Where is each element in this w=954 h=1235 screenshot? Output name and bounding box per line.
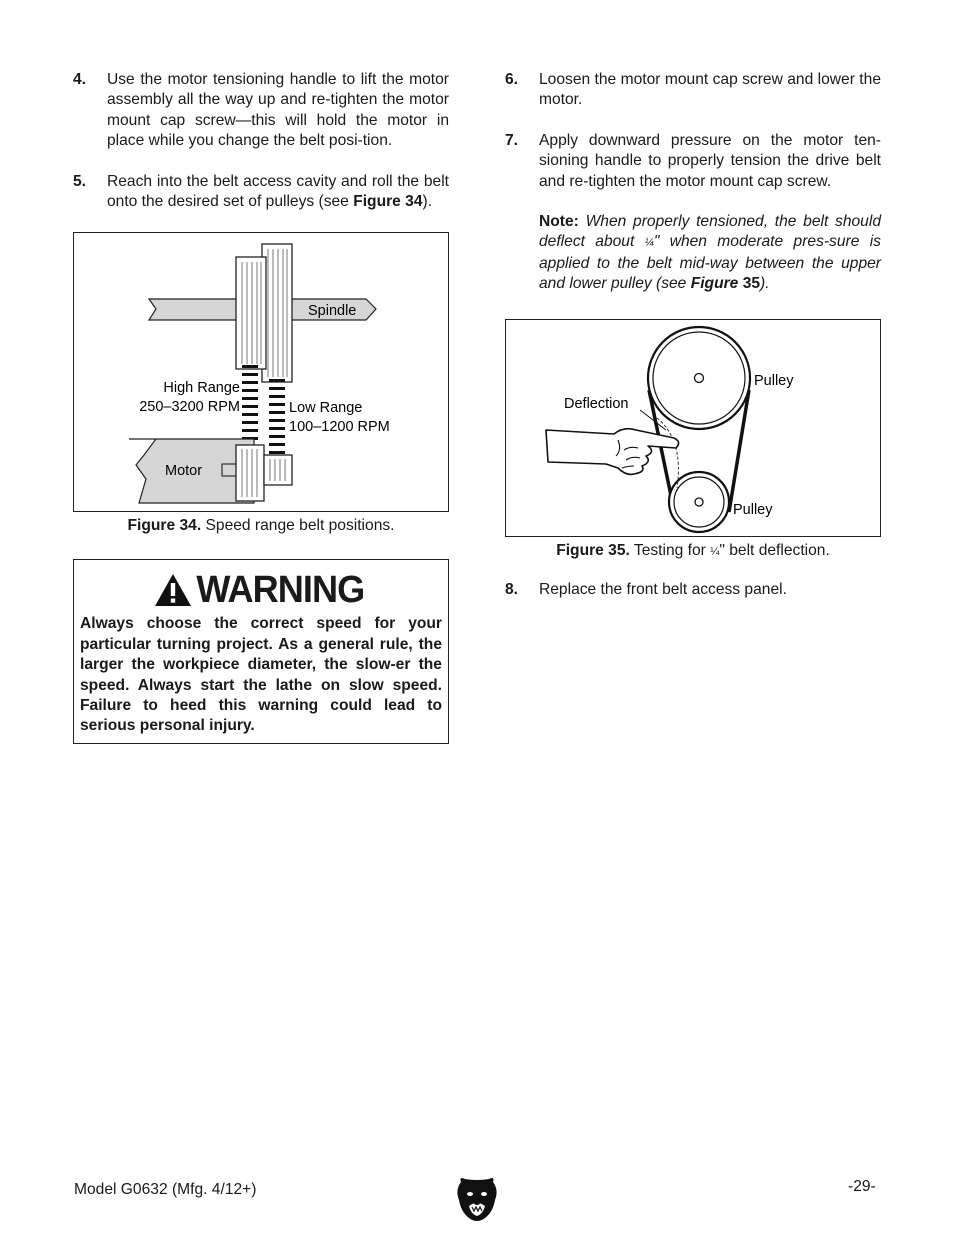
right-column [505, 70, 881, 620]
hand-pressing-belt [546, 428, 679, 474]
belt-deflection-diagram [506, 320, 880, 536]
step-7 [505, 131, 881, 192]
step-number: 4. [73, 71, 87, 88]
page-number: -29- [848, 1178, 876, 1195]
spindle-pulley-small [236, 257, 266, 369]
step-number: 5. [73, 172, 87, 190]
figure-35-caption [505, 542, 881, 560]
warning-header [80, 566, 442, 614]
step-text: Loosen the motor mount cap screw and lower the motor. [539, 71, 881, 109]
note-figure-num: 35 [738, 275, 761, 293]
note-text: When properly tensioned, the belt should deflect about [539, 213, 881, 251]
step-number: 8. [505, 580, 519, 598]
step-8 [505, 580, 881, 600]
caption-text-end: " belt deflection. [719, 541, 830, 559]
bear-head-logo-icon [455, 1176, 499, 1224]
step-text: Apply downward pressure on the motor ten-sioning handle to properly tension the drive belt and re-tighten the motor mount cap screw. [539, 131, 881, 190]
lower-pulley-label: Pulley [733, 501, 773, 518]
belt-positions-diagram [74, 233, 448, 511]
motor-pulley-large [236, 445, 264, 501]
caption-text: Speed range belt positions. [201, 517, 395, 535]
note-figure-ref: Figure [690, 275, 739, 293]
spindle-label: Spindle [308, 303, 357, 320]
step-6 [505, 70, 881, 111]
belt-high-range [242, 365, 258, 440]
deflection-label: Deflection [564, 395, 629, 412]
low-range-rpm: 100–1200 RPM [289, 419, 390, 436]
upper-pulley-hub [695, 373, 704, 382]
motor-pulley-small [264, 455, 292, 485]
low-range-label: Low Range [289, 400, 363, 417]
step-text-end: ). [422, 193, 433, 211]
left-column [73, 70, 449, 744]
figure-34 [73, 232, 449, 512]
step-text: Replace the front belt access panel. [539, 580, 787, 598]
belt-low-range [269, 379, 285, 454]
warning-triangle-icon [154, 573, 192, 607]
step-5 [73, 172, 449, 213]
high-range-label: High Range [163, 380, 240, 397]
step-text: Use the motor tensioning handle to lift the motor assembly all the way up and re-tighten the motor mount cap screw—this will hold the motor in place while you change the belt posi-tion. [107, 71, 449, 150]
high-range-rpm: 250–3200 RPM [139, 399, 240, 416]
tension-note [505, 212, 881, 295]
note-text-end: ). [760, 275, 770, 293]
footer-model: Model G0632 (Mfg. 4/12+) [74, 1181, 257, 1198]
caption-text: Testing for [629, 541, 711, 559]
warning-body: Always choose the correct speed for your particular turning project. As a general rule, the larger the workpiece diameter, the slow-er the speed. Always start the lathe on slow speed. Failure to heed this warning could lead to serious personal injury. [80, 615, 442, 735]
warning-title: WARNING [196, 568, 364, 611]
upper-pulley-label: Pulley [754, 372, 794, 389]
caption-fraction: ¼ [710, 545, 720, 558]
note-text-2: " when moderate pres-sure is applied to the belt mid-way between the upper and lower pulley (see [539, 233, 881, 293]
figure-34-caption [73, 517, 449, 535]
step-text: Reach into the belt access cavity and roll the belt onto the desired set of pulleys (see [107, 172, 449, 211]
note-label: Note: [539, 213, 579, 231]
step-4 [73, 70, 449, 152]
lower-pulley-hub [695, 498, 703, 506]
figure-reference: Figure 34 [353, 193, 423, 211]
note-fraction: ¼ [644, 237, 654, 250]
step-number: 6. [505, 71, 519, 88]
step-number: 7. [505, 131, 519, 149]
figure-35 [505, 319, 881, 537]
warning-box [73, 559, 449, 743]
caption-label: Figure 35. [556, 541, 630, 559]
caption-label: Figure 34. [127, 517, 202, 535]
motor-label: Motor [165, 463, 203, 480]
